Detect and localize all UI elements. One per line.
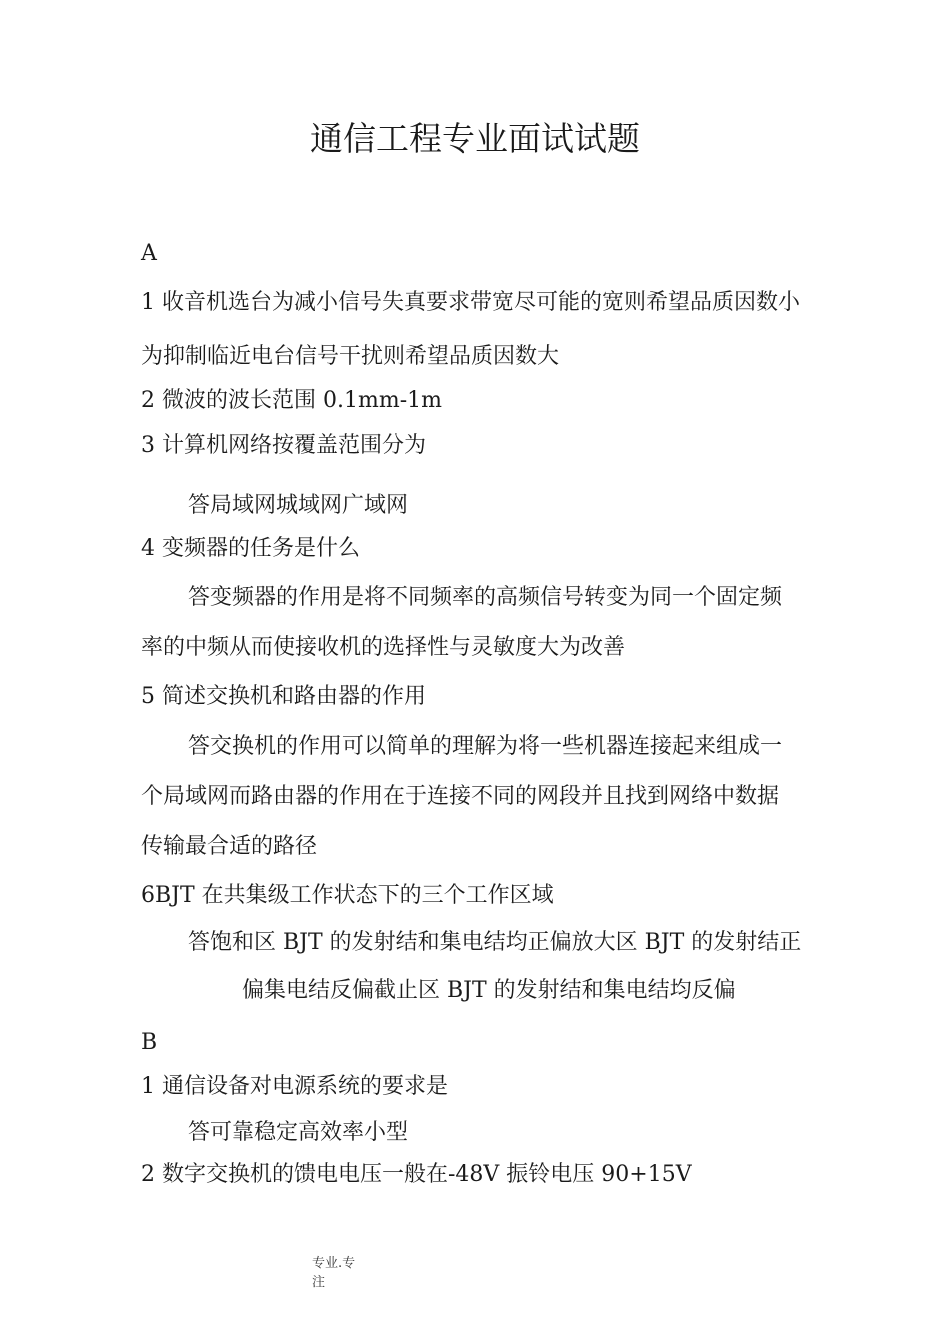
text-line: 3 计算机网络按覆盖范围分为 [141,433,426,458]
section-a-heading: A [141,241,157,266]
answer-line: 答交换机的作用可以简单的理解为将一些机器连接起来组成一 [188,734,783,759]
text-line: 个局域网而路由器的作用在于连接不同的网段并且找到网络中数据 [141,784,780,809]
answer-line: 答饱和区 BJT 的发射结和集电结均正偏放大区 BJT 的发射结正 [188,930,802,955]
page-title: 通信工程专业面试试题 [310,119,640,158]
text-line: 1 收音机选台为减小信号失真要求带宽尽可能的宽则希望品质因数小 [141,290,800,315]
answer-line: 答局域网城域网广域网 [188,493,409,518]
footer-line-2: 注 [312,1275,326,1290]
answer-line: 答变频器的作用是将不同频率的高频信号转变为同一个固定频 [188,585,783,610]
text-line: 5 简述交换机和路由器的作用 [141,684,426,709]
text-line: 率的中频从而使接收机的选择性与灵敏度大为改善 [141,635,626,660]
section-b-heading: B [141,1030,158,1055]
answer-line: 答可靠稳定高效率小型 [188,1120,409,1145]
text-line: 1 通信设备对电源系统的要求是 [141,1074,448,1099]
text-line: 传输最合适的路径 [141,834,318,859]
footer-line-1: 专业.专 [312,1256,356,1271]
text-line: 2 数字交换机的馈电电压一般在-48V 振铃电压 90+15V [141,1162,692,1187]
answer-line: 偏集电结反偏截止区 BJT 的发射结和集电结均反偏 [242,978,736,1003]
text-line: 为抑制临近电台信号干扰则希望品质因数大 [141,344,560,369]
text-line: 4 变频器的任务是什么 [141,536,360,561]
text-line: 6BJT 在共集级工作状态下的三个工作区域 [141,883,554,908]
text-line: 2 微波的波长范围 0.1mm-1m [141,388,442,413]
